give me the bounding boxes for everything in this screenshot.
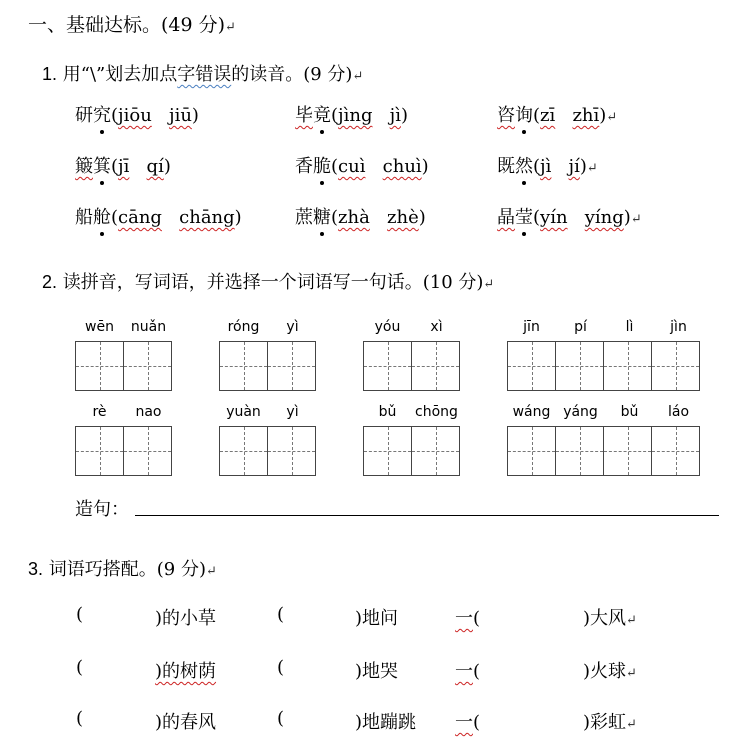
pinyin-label: xì xyxy=(430,319,443,335)
phrase: )大风↵ xyxy=(583,608,637,629)
spacer xyxy=(365,156,382,177)
paren-open: ( xyxy=(473,608,481,629)
item-char-dotted: 脆 xyxy=(313,152,331,178)
grid-cell[interactable] xyxy=(508,342,556,390)
paren-open: ( xyxy=(331,105,339,126)
grid-cell[interactable] xyxy=(412,427,460,475)
paren-close: ) xyxy=(599,105,607,126)
pinyin-option[interactable]: zī xyxy=(540,105,556,126)
paren-open: ( xyxy=(473,712,481,733)
grid-cell[interactable] xyxy=(604,427,652,475)
writing-grid[interactable] xyxy=(363,426,460,476)
section-title: 一、基础达标。(49 分)↵ xyxy=(28,14,236,36)
pinyin-item xyxy=(295,101,408,127)
item-char: 咨 xyxy=(497,105,515,126)
item-char: 簸 xyxy=(75,156,93,177)
paren-close: ) xyxy=(421,156,429,177)
grid-cell[interactable] xyxy=(556,427,604,475)
blank-open[interactable] xyxy=(455,657,480,683)
writing-grid[interactable] xyxy=(219,426,316,476)
pinyin-item xyxy=(75,203,242,229)
grid-cell[interactable] xyxy=(76,427,124,475)
paren-close: ) xyxy=(191,105,199,126)
return-mark: ↵ xyxy=(606,110,618,125)
pinyin-option[interactable]: jiū xyxy=(168,105,192,126)
paren-open: ( xyxy=(331,207,339,228)
phrase: )地蹦跳 xyxy=(355,712,417,733)
writing-grid[interactable] xyxy=(219,341,316,391)
pinyin-label: pí xyxy=(574,319,587,335)
pinyin-option[interactable]: cuì xyxy=(338,156,366,177)
blank-open[interactable]: ( xyxy=(76,708,84,729)
grid-cell[interactable] xyxy=(556,342,604,390)
pinyin-label: chōng xyxy=(415,404,458,420)
pinyin-option[interactable]: cāng xyxy=(118,207,162,228)
grid-cell[interactable] xyxy=(268,342,316,390)
blank-open[interactable]: ( xyxy=(277,604,285,625)
spacer xyxy=(568,207,585,228)
pinyin-option[interactable]: chuì xyxy=(382,156,422,177)
item-char: 蔗 xyxy=(295,207,313,228)
pinyin-label: yáng xyxy=(563,404,598,420)
writing-grid[interactable] xyxy=(507,341,700,391)
paren-close: ) xyxy=(623,207,631,228)
pinyin-label: róng xyxy=(227,319,260,335)
pinyin-label: wēn xyxy=(85,319,114,335)
paren-close: ) xyxy=(234,207,242,228)
measure-prefix: 一 xyxy=(455,608,473,629)
grid-cell[interactable] xyxy=(220,427,268,475)
measure-prefix: 一 xyxy=(455,661,473,682)
item-char-dotted: 糖 xyxy=(313,203,331,229)
pinyin-label: bǔ xyxy=(620,404,639,420)
paren-close: ) xyxy=(418,207,426,228)
phrase: )地问 xyxy=(355,608,399,629)
item-char: 香 xyxy=(295,156,313,177)
item-char: 船 xyxy=(75,207,93,228)
spacer xyxy=(551,156,568,177)
blank-open[interactable] xyxy=(455,604,480,630)
grid-cell[interactable] xyxy=(364,342,412,390)
paren-open: ( xyxy=(111,207,119,228)
pinyin-item xyxy=(497,101,617,127)
pinyin-option[interactable]: yíng xyxy=(584,207,624,228)
writing-grid[interactable] xyxy=(75,341,172,391)
phrase: )地哭 xyxy=(355,661,399,682)
grid-cell[interactable] xyxy=(124,427,172,475)
writing-grid[interactable] xyxy=(507,426,700,476)
spacer xyxy=(555,105,572,126)
item-char-dotted: 然 xyxy=(515,152,533,178)
blank-open[interactable] xyxy=(455,708,480,734)
item-char-dotted: 究 xyxy=(93,101,111,127)
item-char-dotted: 莹 xyxy=(515,203,533,229)
grid-cell[interactable] xyxy=(412,342,460,390)
paren-close: ) xyxy=(163,156,171,177)
grid-cell[interactable] xyxy=(508,427,556,475)
sentence-line[interactable] xyxy=(135,515,719,516)
pinyin-option[interactable]: jì xyxy=(540,156,552,177)
return-mark: ↵ xyxy=(626,666,637,681)
paren-open: ( xyxy=(533,207,541,228)
blank-open[interactable]: ( xyxy=(76,657,84,678)
item-char: 毕 xyxy=(295,105,313,126)
pinyin-option[interactable]: zhī xyxy=(572,105,600,126)
item-char-dotted: 竟 xyxy=(313,101,331,127)
pinyin-label: yóu xyxy=(374,319,401,335)
pinyin-label: wáng xyxy=(512,404,551,420)
grid-cell[interactable] xyxy=(268,427,316,475)
pinyin-option[interactable]: jì xyxy=(389,105,401,126)
grid-cell[interactable] xyxy=(364,427,412,475)
question-3: 3. 词语巧搭配。(9 分)↵ xyxy=(28,559,217,580)
paren-open: ( xyxy=(533,105,541,126)
paren-open: ( xyxy=(473,661,481,682)
return-mark: ↵ xyxy=(586,161,598,176)
spacer xyxy=(372,105,389,126)
item-char: 既 xyxy=(497,156,515,177)
paren-open: ( xyxy=(533,156,541,177)
phrase: )的树荫 xyxy=(155,661,217,682)
return-mark: ↵ xyxy=(626,613,637,628)
grid-cell[interactable] xyxy=(124,342,172,390)
spacer xyxy=(370,207,387,228)
pinyin-option[interactable]: jí xyxy=(568,156,580,177)
phrase: )的春风 xyxy=(155,712,217,733)
paren-open: ( xyxy=(111,156,119,177)
item-char: 研 xyxy=(75,105,93,126)
pinyin-option[interactable]: chāng xyxy=(179,207,235,228)
pinyin-label: rè xyxy=(92,404,107,420)
pinyin-label: jīn xyxy=(523,319,540,335)
pinyin-option[interactable]: jiōu xyxy=(118,105,152,126)
pinyin-label: yuàn xyxy=(226,404,261,420)
pinyin-option[interactable]: yín xyxy=(540,207,568,228)
grid-cell[interactable] xyxy=(652,342,700,390)
pinyin-label: lì xyxy=(625,319,634,335)
writing-grid[interactable] xyxy=(363,341,460,391)
grid-cell[interactable] xyxy=(604,342,652,390)
pinyin-label: bǔ xyxy=(378,404,397,420)
pinyin-label: yì xyxy=(286,319,299,335)
return-mark: ↵ xyxy=(626,717,637,732)
item-char-dotted: 询 xyxy=(515,101,533,127)
paren-open: ( xyxy=(331,156,339,177)
item-char-dotted: 箕 xyxy=(93,152,111,178)
measure-prefix: 一 xyxy=(455,712,473,733)
pinyin-item xyxy=(75,101,199,127)
blank-open[interactable]: ( xyxy=(76,604,84,625)
pinyin-label: láo xyxy=(667,404,690,420)
item-char: 晶 xyxy=(497,207,515,228)
blank-open[interactable]: ( xyxy=(277,657,285,678)
pinyin-label: nao xyxy=(135,404,162,420)
pinyin-item xyxy=(75,152,171,178)
pinyin-item xyxy=(295,203,426,229)
blank-open[interactable]: ( xyxy=(277,708,285,729)
item-char-dotted: 舱 xyxy=(93,203,111,229)
writing-grid[interactable] xyxy=(75,426,172,476)
phrase: )彩虹↵ xyxy=(583,712,637,733)
spacer xyxy=(152,105,169,126)
question-2: 2. 读拼音，写词语，并选择一个词语写一句话。(10 分)↵ xyxy=(42,272,495,293)
sentence-label: 造句： xyxy=(75,499,129,520)
pinyin-option[interactable]: jī xyxy=(118,156,130,177)
paren-close: ) xyxy=(579,156,587,177)
paren-close: ) xyxy=(401,105,409,126)
paren-open: ( xyxy=(111,105,119,126)
pinyin-label: jìn xyxy=(670,319,687,335)
return-mark: ↵ xyxy=(630,212,642,227)
question-1: 1. 用“\”划去加点字错误的读音。(9 分)↵ xyxy=(42,64,364,85)
pinyin-label: nuǎn xyxy=(130,319,167,335)
pinyin-option[interactable]: jìng xyxy=(338,105,373,126)
phrase: )的小草 xyxy=(155,608,217,629)
pinyin-item xyxy=(295,152,429,178)
spacer xyxy=(129,156,146,177)
spacer xyxy=(162,207,179,228)
pinyin-option[interactable]: qí xyxy=(146,156,164,177)
grid-cell[interactable] xyxy=(76,342,124,390)
pinyin-item xyxy=(497,152,598,178)
pinyin-item xyxy=(497,203,642,229)
pinyin-option[interactable]: zhà xyxy=(338,207,370,228)
pinyin-option[interactable]: zhè xyxy=(387,207,419,228)
phrase: )火球↵ xyxy=(583,661,637,682)
grid-cell[interactable] xyxy=(220,342,268,390)
pinyin-label: yì xyxy=(286,404,299,420)
grid-cell[interactable] xyxy=(652,427,700,475)
